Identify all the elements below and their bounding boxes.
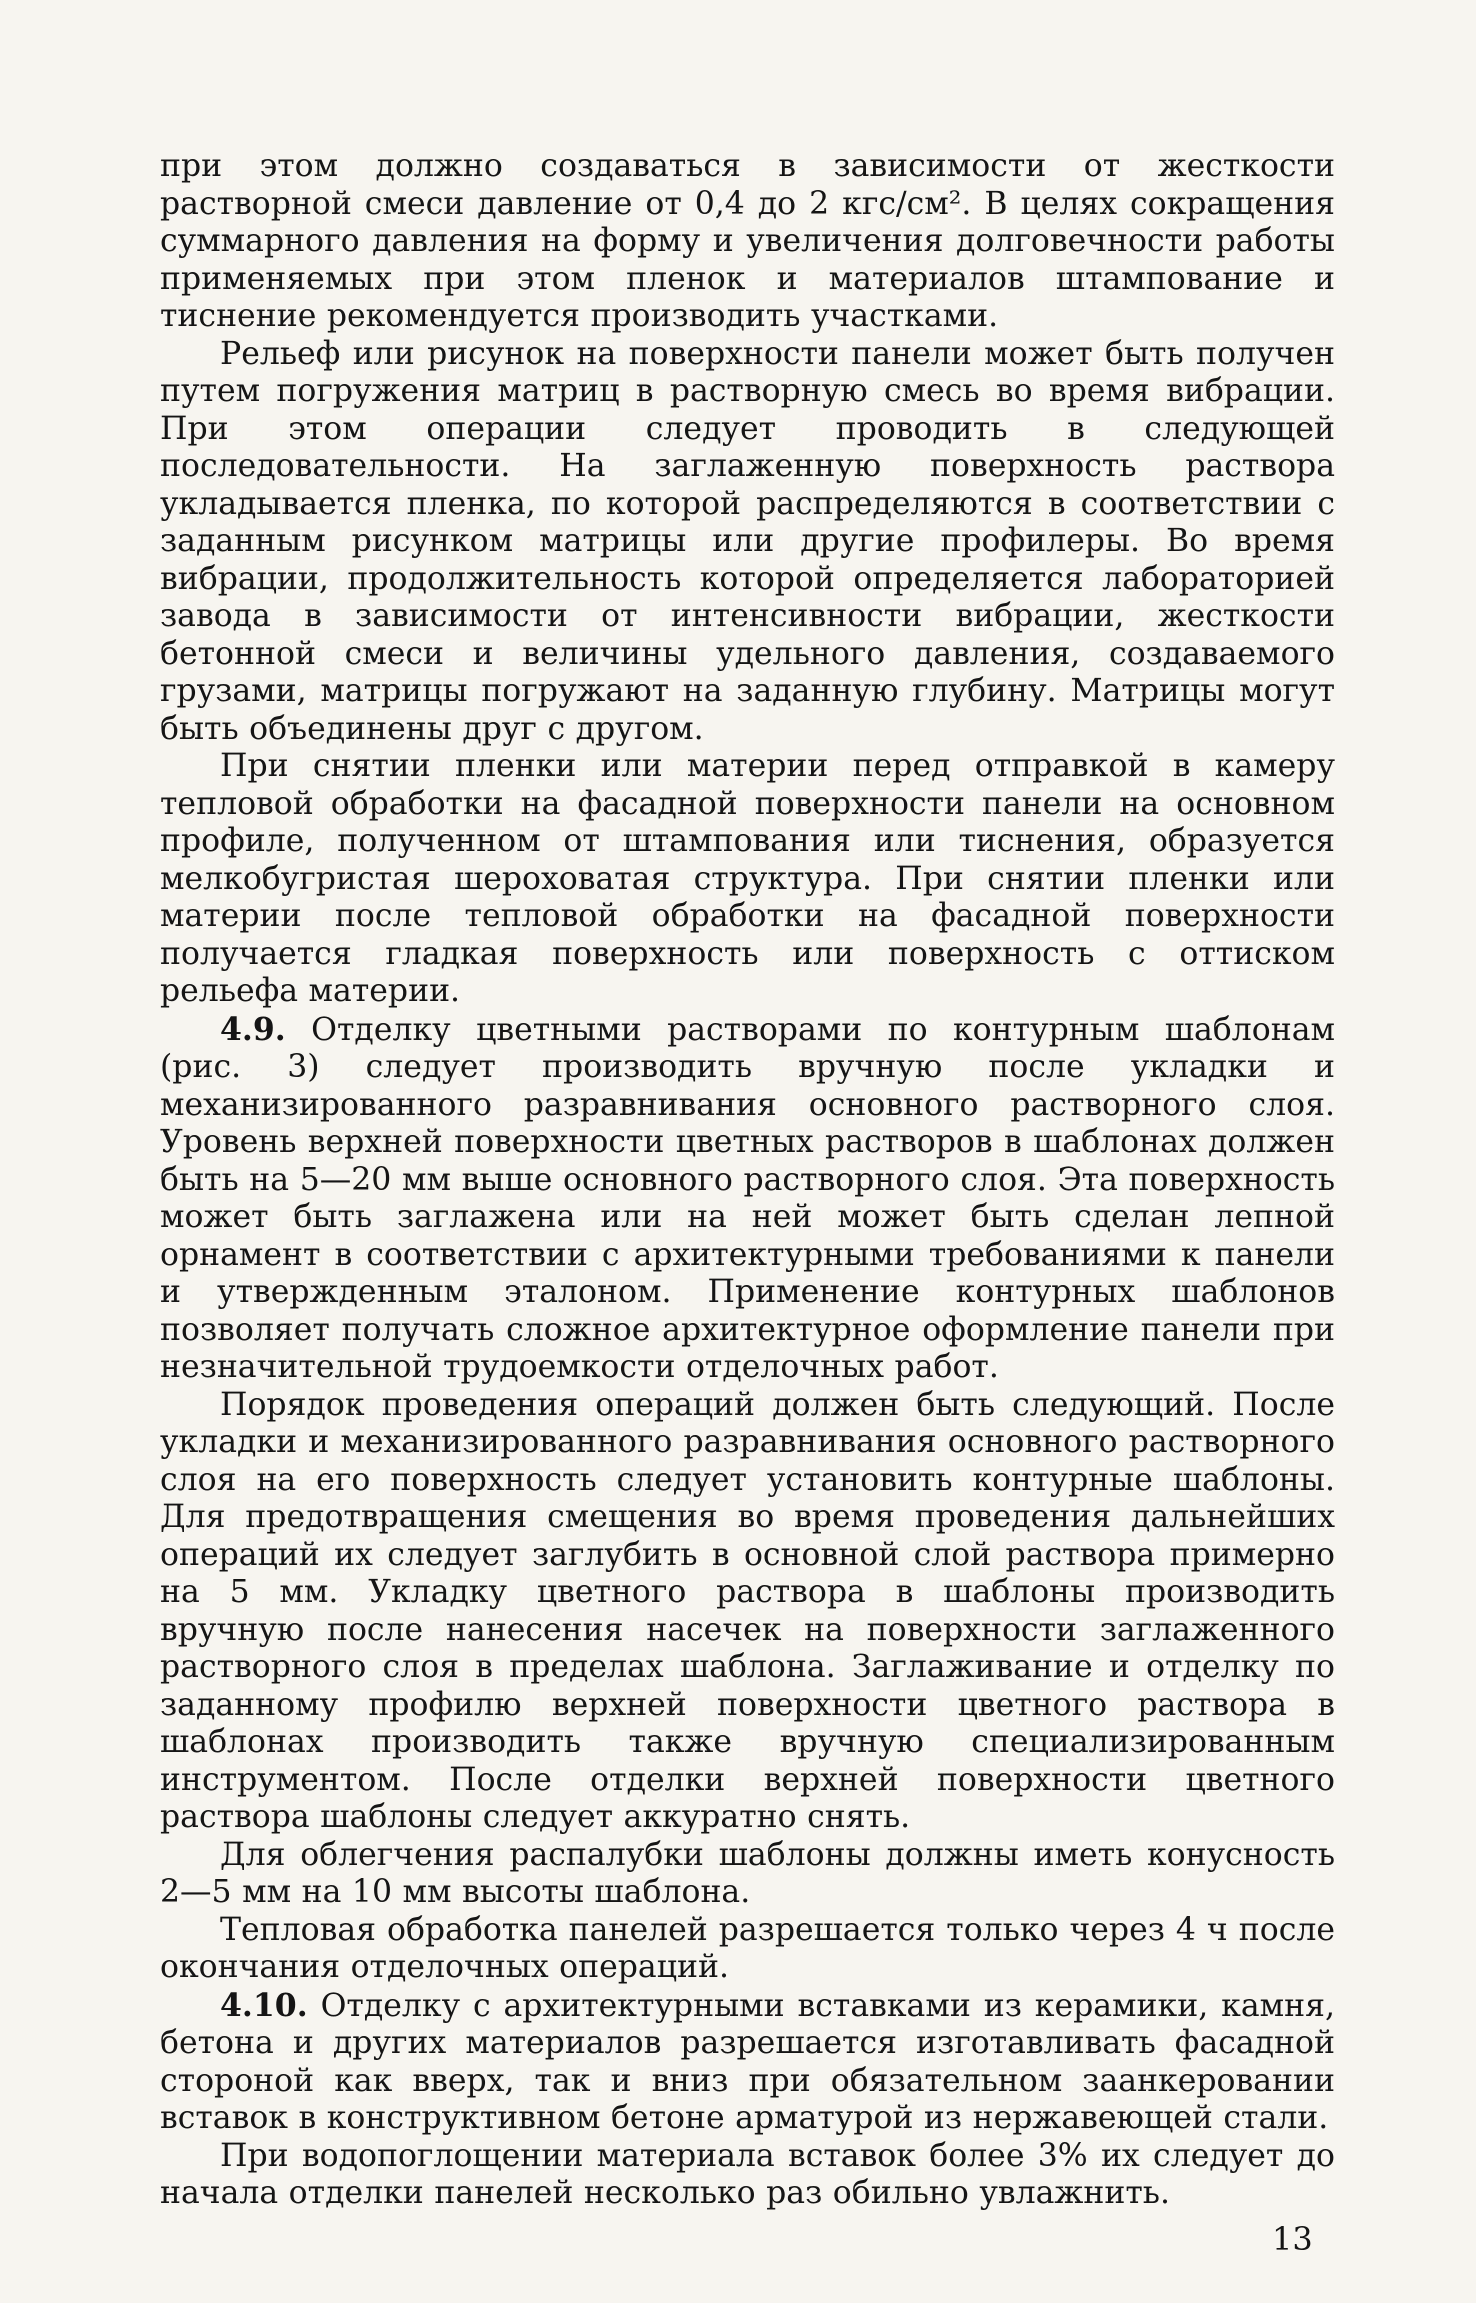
paragraph-text: Для облегчения распалубки шаблоны должны иметь конусность 2—5 мм на 10 мм высоты шаблона. (160, 1836, 1335, 1910)
paragraph-relief (160, 336, 1335, 749)
page-number: 13 (1272, 2220, 1313, 2258)
paragraph-text: при этом должно создаваться в зависимости от жесткости растворной смеси давление от 0,4 до 2 кгс/см². В целях сокращения суммарного давления на форму и увеличения долговечности работы применяемых при этом пленок и материалов штампование и тиснение рекомендуется производить участками. (160, 148, 1335, 334)
paragraph-section-4-10 (160, 1987, 1335, 2138)
paragraph-section-4-9 (160, 1011, 1335, 1387)
paragraph-text: Тепловая обработка панелей разрешается только через 4 ч после окончания отделочных операций. (160, 1911, 1335, 1985)
paragraph-text: При снятии пленки или материи перед отправкой в камеру тепловой обработки на фасадной поверхности панели на основном профиле, полученном от штампования или тиснения, образуется мелкобугристая шероховатая структура. При снятии пленки или материи после тепловой обработки на фасадной поверхности получается гладкая поверхность или поверхность с оттиском рельефа материи. (160, 748, 1335, 1009)
body-text (160, 148, 1335, 2213)
paragraph-text: Рельеф или рисунок на поверхности панели может быть получен путем погружения матриц в растворную смесь во время вибрации. При этом операции следует проводить в следующей последовательности. На заглаженную поверхность раствора укладывается пленка, по которой распределяются в соответствии с заданным рисунком матрицы или другие профилеры. Во время вибрации, продолжительность которой определяется лабораторией завода в зависимости от интенсивности вибрации, жесткости бетонной смеси и величины удельного давления, создаваемого грузами, матрицы погружают на заданную глубину. Матрицы могут быть объединены друг с другом. (160, 335, 1335, 747)
section-number: 4.9. (220, 1010, 286, 1048)
paragraph-film-removal (160, 748, 1335, 1011)
paragraph-water-absorption (160, 2138, 1335, 2213)
paragraph-heat-treatment (160, 1912, 1335, 1987)
paragraph-text: При водопоглощении материала вставок более 3% их следует до начала отделки панелей несколько раз обильно увлажнить. (160, 2137, 1335, 2211)
paragraph-text: Отделку цветными растворами по контурным шаблонам (рис. 3) следует производить вручную после укладки и механизированного разравнивания основного растворного слоя. Уровень верхней поверхности цветных растворов в шаблонах должен быть на 5—20 мм выше основного растворного слоя. Эта поверхность может быть заглажена или на ней может быть сделан лепной орнамент в соответствии с архитектурными требованиями к панели и утвержденным эталоном. Применение контурных шаблонов позволяет получать сложное архитектурное оформление панели при незначительной трудоемкости отделочных работ. (160, 1011, 1335, 1385)
paragraph-taper (160, 1837, 1335, 1912)
paragraph-text: Отделку с архитектурными вставками из керамики, камня, бетона и других материалов разрешается изготавливать фасадной стороной как вверх, так и вниз при обязательном заанкеровании вставок в конструктивном бетоне арматурой из нержавеющей стали. (160, 1987, 1335, 2136)
paragraph-procedure (160, 1387, 1335, 1837)
paragraph-text: Порядок проведения операций должен быть следующий. После укладки и механизированного разравнивания основного растворного слоя на его поверхность следует установить контурные шаблоны. Для предотвращения смещения во время проведения дальнейших операций их следует заглубить в основной слой раствора примерно на 5 мм. Укладку цветного раствора в шаблоны производить вручную после нанесения насечек на поверхности заглаженного растворного слоя в пределах шаблона. Заглаживание и отделку по заданному профилю верхней поверхности цветного раствора в шаблонах производить также вручную специализированным инструментом. После отделки верхней поверхности цветного раствора шаблоны следует аккуратно снять. (160, 1386, 1335, 1835)
section-number: 4.10. (220, 1986, 308, 2024)
paragraph-continuation (160, 148, 1335, 336)
